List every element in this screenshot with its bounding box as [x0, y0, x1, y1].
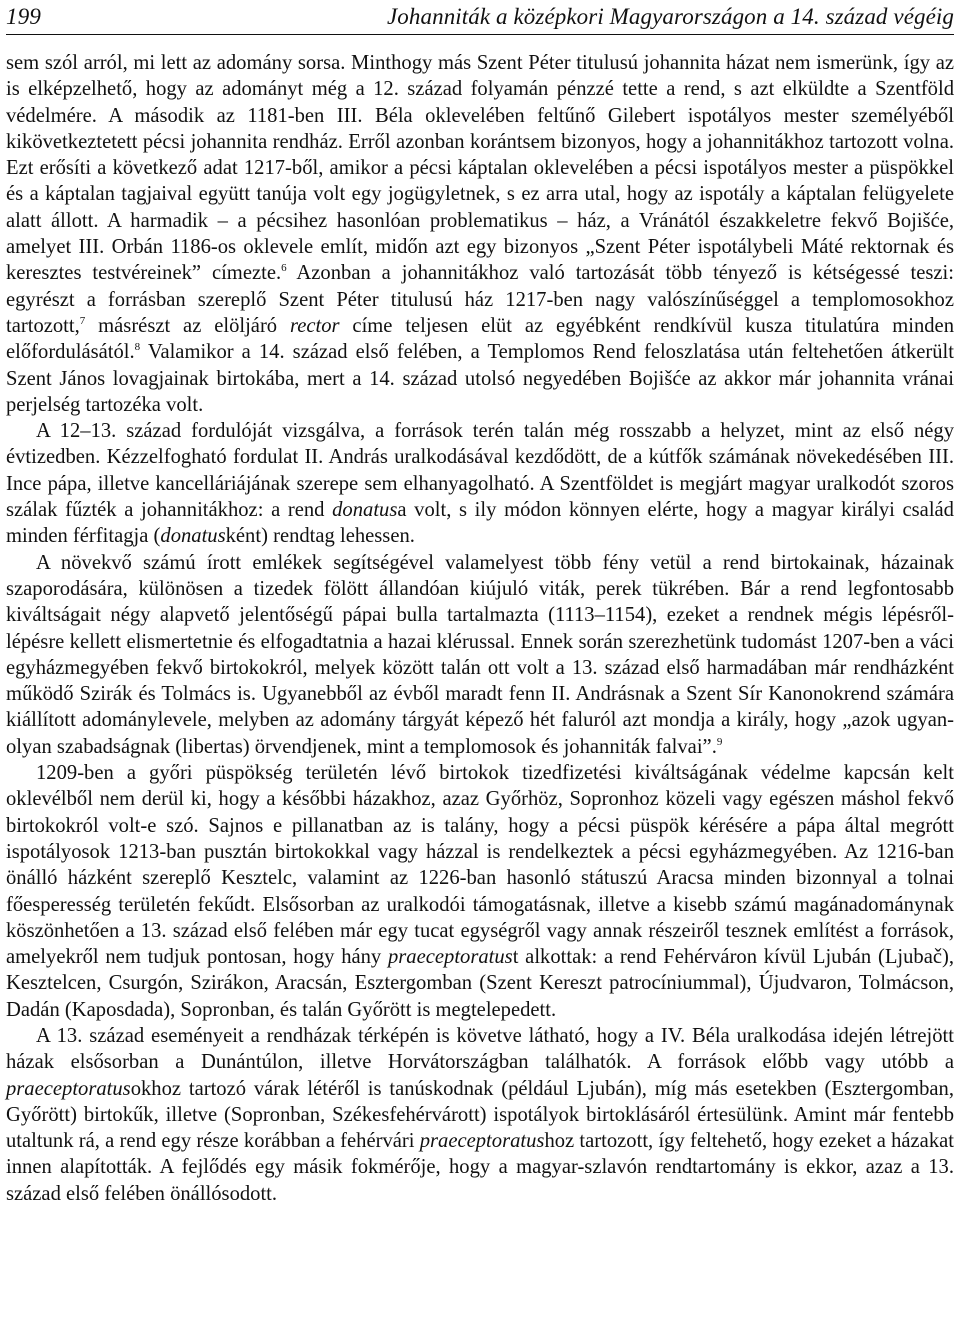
italic-term: praeceptoratus: [6, 1077, 131, 1100]
text-run: ként) rendtag lehessen.: [225, 525, 415, 548]
text-run: A növekvő számú írott emlékek segítségével valamelyest több fény vetül a rend birtokainak, házainak szaporodására, különösen a tizedek fölött állandóan kiújuló viták, perek tükrében. Bár a rend legfontosabb kiváltságait négy alapvető jelentőségű pápai bulla tartalmazta (1113–1154), ezeket a rendnek mégis lépésről-lépésre kellett elismertetnie és elfogadtatnia a hazai klérussal. Ennek során szerezhetünk tudomást 1207-ben a váci egyházmegyében fekvő birtokokról, melyek között talán ott volt a 13. század első harmadában már rendházként működő Szirák és Tolmács is. Ugyanebből az évből maradt fenn II. Andrásnak a Szent Sír Kanonokrend számára kiállított adománylevele, melyben az adomány tárgyát képező hét faluról azt mondja a király, hogy „azok ugyanolyan szabadságnak (libertas) örvendjenek, mint a templomosok és johanniták falvai”.: [6, 551, 954, 758]
italic-term: praeceptoratus: [388, 946, 513, 969]
paragraph: [6, 50, 954, 418]
running-title: Johanniták a középkori Magyarországon a 14. század végéig: [387, 4, 954, 29]
italic-term: donatus: [332, 499, 398, 522]
footnote-ref: 8: [134, 341, 141, 354]
text-run: másrészt az elöljáró: [85, 314, 290, 337]
paragraph: [6, 760, 954, 1023]
text-run: 1209-ben a győri püspökség területén lévő birtokok tizedfizetési kiváltságának védelme kapcsán kelt oklevélből nem derül ki, hogy a későbbi házakhoz, azaz Győrhöz, Sopronhoz közeli vagy egészen máshol fekvő birtokokról volt-e szó. Sajnos e pillanatban az is talány, hogy a pécsi püspök kérésére a pápa által megrótt ispotályosok 1213-ban pusztán birtokokkal vagy házzal is rendelkeztek a pécsi egyházmegyében. Az 1216-ban önálló házként szereplő Kesztelc, valamint az 1226-ban hasonló státuszú Aracsa minden bizonnyal a tolnai főesperesség területén fekűdt. Elsősorban az uralkodói támogatásnak, illetve a kisebb számú magánadománynak köszönhetően a 13. század első felében már egy tucat egységről vagy annak részeiről tesznek említést a források, amelyekről nem tudjuk pontosan, hogy hány: [6, 762, 954, 969]
text-run: t alkottak: a rend Fehérváron kívül Ljubán (Ljubač), Kesztelcen, Csurgón, Szirákon, Aracsán, Esztergomban (Szent Kereszt patrocíniummal), Újudvaron, Tolmácson, Dadán (Kaposdada), Sopronban, és talán Győrött is megtelepedett.: [6, 946, 954, 1021]
paragraph: [6, 1023, 954, 1207]
footnote-ref: 7: [79, 315, 86, 328]
text-run: okhoz tartozó várak létéről is tanúskodnak (például Ljubán), míg más esetekben (Esztergomban, Győrött) birtokűk, illetve (Sopronban, Székesfehérvárott) ispotályok birtoklásáról értesülünk. Amint már fentebb utaltunk rá, a rend egy része korábban a fehérvári: [6, 1077, 954, 1153]
paragraph: [6, 550, 954, 760]
page-header: [6, 0, 954, 35]
italic-term: praeceptoratus: [419, 1130, 545, 1153]
text-run: hoz tartozott, így feltehető, hogy ezeket a házakat innen alapították. A fejlődés egy másik fokmérője, hogy a magyar-szlavón rendtartomány is ekkor, azaz a 13. század első felében önállósodott.: [6, 1130, 954, 1205]
text-run: sem szól arról, mi lett az adomány sorsa. Minthogy más Szent Péter titulusú johannita házat nem ismerünk, így az is elképzelhető, hogy az adományt még a 12. század folyamán pénzzé tette a rend, s azt elküldte a Szentföld védelmére. A második az 1181-ben III. Béla oklevelében feltűnő Gilebert ispotályos mester személyéből kikövetkeztetett pécsi johannita rendház. Erről azonban korántsem bizonyos, hogy a johannitákhoz tartozott volna. Ezt erősíti a következő adat 1217-ből, amikor a pécsi káptalan oklevelében a pécsi ispotályos mester a püspökkel és a káptalan tagjaival együtt tanúja volt egy jogügyletnek, s ez arra utal, hogy az ispotály a káptalan felügyelete alatt állott. A harmadik – a pécsihez hasonlóan problematikus – ház, a Vránától északkeletre fekvő Bojišće, amelyet III. Orbán 1186-os oklevele említ, midőn azt egy bizonyos „Szent Péter ispotálybeli Máté rektornak és keresztes testvéreinek” címezte.: [6, 52, 954, 285]
footnote-ref: 6: [281, 262, 287, 275]
text-run: Valamikor a 14. század első felében, a Templomos Rend feloszlatása után feltehetően átkerült Szent János lovagjainak birtokába, mert a 14. század utolsó negyedében Bojišće az akkor már johannita vránai perjelség tartozéka volt.: [6, 341, 954, 416]
text-run: Azonban a johannitákhoz való tartozását több tényező is kétségessé teszi: egyrészt a forrásban szereplő Szent Péter titulusú ház 1217-ben nagy valószínűséggel a templomosokhoz tartozott,: [6, 262, 954, 337]
text-run: a volt, s ily módon könnyen elérte, hogy a magyar királyi család minden férfitagja (: [6, 499, 954, 548]
footnote-ref: 9: [716, 735, 723, 748]
paragraph: [6, 418, 954, 549]
page-number: 199: [6, 4, 42, 29]
italic-term: donatus: [160, 525, 226, 548]
text-run: címe teljesen elüt az egyébként rendkívül kusza titulatúra minden előfordulásától.: [6, 314, 954, 364]
text-run: A 12–13. század fordulóját vizsgálva, a források terén talán még rosszabb a helyzet, mint az első négy évtizedben. Kézzelfogható fordulat II. András uralkodásával kezdődött, de a kútfők számának növekedésében III. Ince pápa, illetve kancelláriájának szerepe sem elhanyagolható. A Szentföldet is megjárt magyar uralkodót szoros szálak fűzték a johannitákhoz: a rend: [6, 420, 954, 522]
body-text: [6, 50, 954, 1207]
text-run: A 13. század eseményeit a rendházak térképén is követve látható, hogy a IV. Béla uralkodása idején létrejött házak elsősorban a Dunántúlon, illetve Horvátországban találhatók. A források előbb vagy utóbb a: [6, 1024, 954, 1074]
italic-term: rector: [289, 314, 340, 337]
